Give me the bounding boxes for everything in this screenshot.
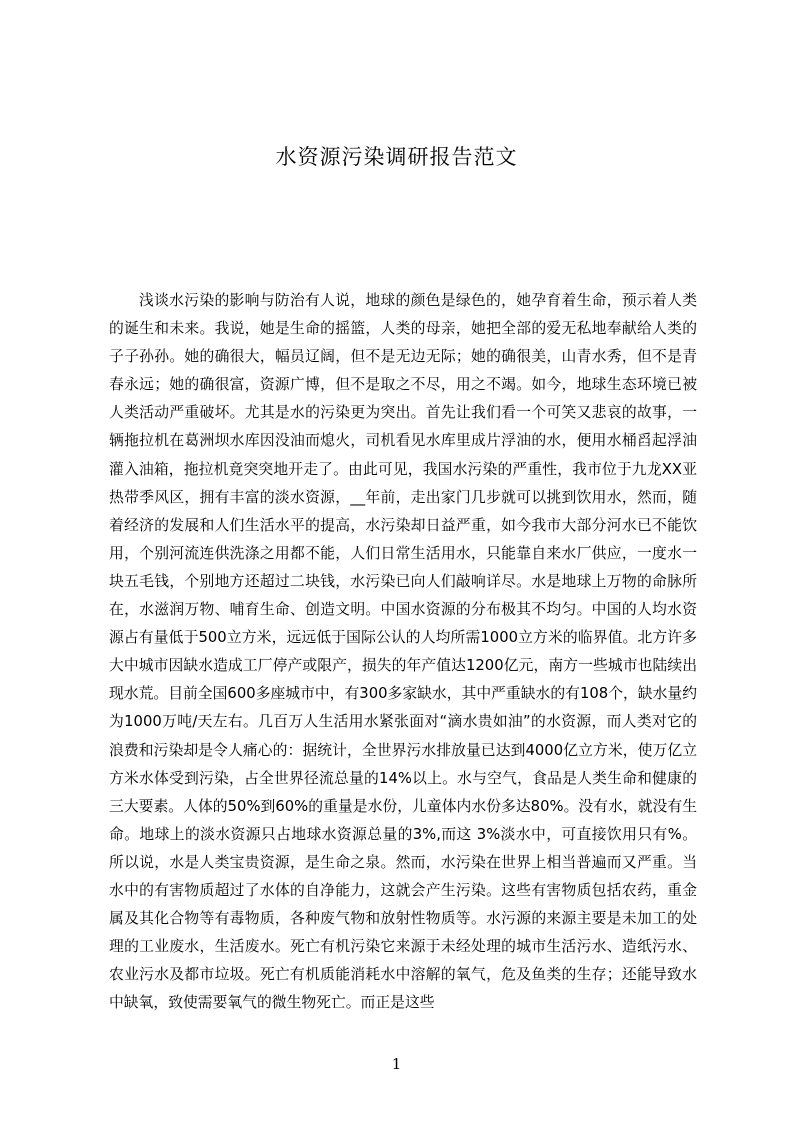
page-title: 水资源污染调研报告范文: [275, 145, 518, 169]
body-paragraph: 浅谈水污染的影响与防治有人说，地球的颜色是绿色的，她孕育着生命，预示着人类的诞生和未来。我说，她是生命的摇篮，人类的母亲，她把全部的爱无私地奉献给人类的子子孙孙。她的确很大，幅员辽阔，但不是无边无际；她的确很美，山青水秀，但不是青春永远；她的确很富，资源广博，但不是取之不尽，用之不竭。如今，地球生态环境已被人类活动严重破坏。尤其是水的污染更为突出。首先让我们看一个可笑又悲哀的故事，一辆拖拉机在葛洲坝水库因没油而熄火，司机看见水库里成片浮油的水，便用水桶舀起浮油灌入油箱，拖拉机竟突突地开走了。由此可见，我国水污染的严重性，我市位于九龙XX亚热带季风区，拥有丰富的淡水资源，__年前，走出家门几步就可以挑到饮用水，然而，随着经济的发展和人们生活水平的提高，水污染却日益严重，如今我市大部分河水已不能饮用，个别河流连供洗涤之用都不能，人们日常生活用水，只能靠自来水厂供应，一度水一块五毛钱，个别地方还超过二块钱，水污染已向人们敲响详尽。水是地球上万物的命脉所在，水滋润万物、哺育生命、创造文明。中国水资源的分布极其不均匀。中国的人均水资源占有量低于500立方米，远远低于国际公认的人均所需1000立方米的临界值。北方许多大中城市因缺水造成工厂停产或限产，损失的年产值达1200亿元，南方一些城市也陆续出现水荒。目前全国600多座城市中，有300多家缺水，其中严重缺水的有108个，缺水量约为1000万吨/天左右。几百万人生活用水紧张面对“滴水贵如油”的水资源，而人类对它的浪费和污染却是令人痛心的：据统计，全世界污水排放量已达到4000亿立方米，使万亿立方米水体受到污染，占全世界径流总量的14%以上。水与空气，食品是人类生命和健康的三大要素。人体的50%到60%的重量是水份，儿童体内水份多达80%。没有水，就没有生命。地球上的淡水资源只占地球水资源总量的3%,而这 3%淡水中，可直接饮用只有%。所以说，水是人类宝贵资源，是生命之泉。然而，水污染在世界上相当普遍而又严重。当水中的有害物质超过了水体的自净能力，这就会产生污染。这些有害物质包括农药，重金属及其化合物等有毒物质，各种废气物和放射性物质等。水污源的来源主要是未加工的处理的工业废水，生活废水。死亡有机污染它来源于未经处理的城市生活污水、造纸污水、农业污水及都市垃圾。死亡有机质能消耗水中溶解的氧气，危及鱼类的生存；还能导致水中缺氧，致使需要氧气的微生物死亡。而正是这些: [109, 292, 697, 1012]
page-number: 1: [391, 1055, 402, 1073]
